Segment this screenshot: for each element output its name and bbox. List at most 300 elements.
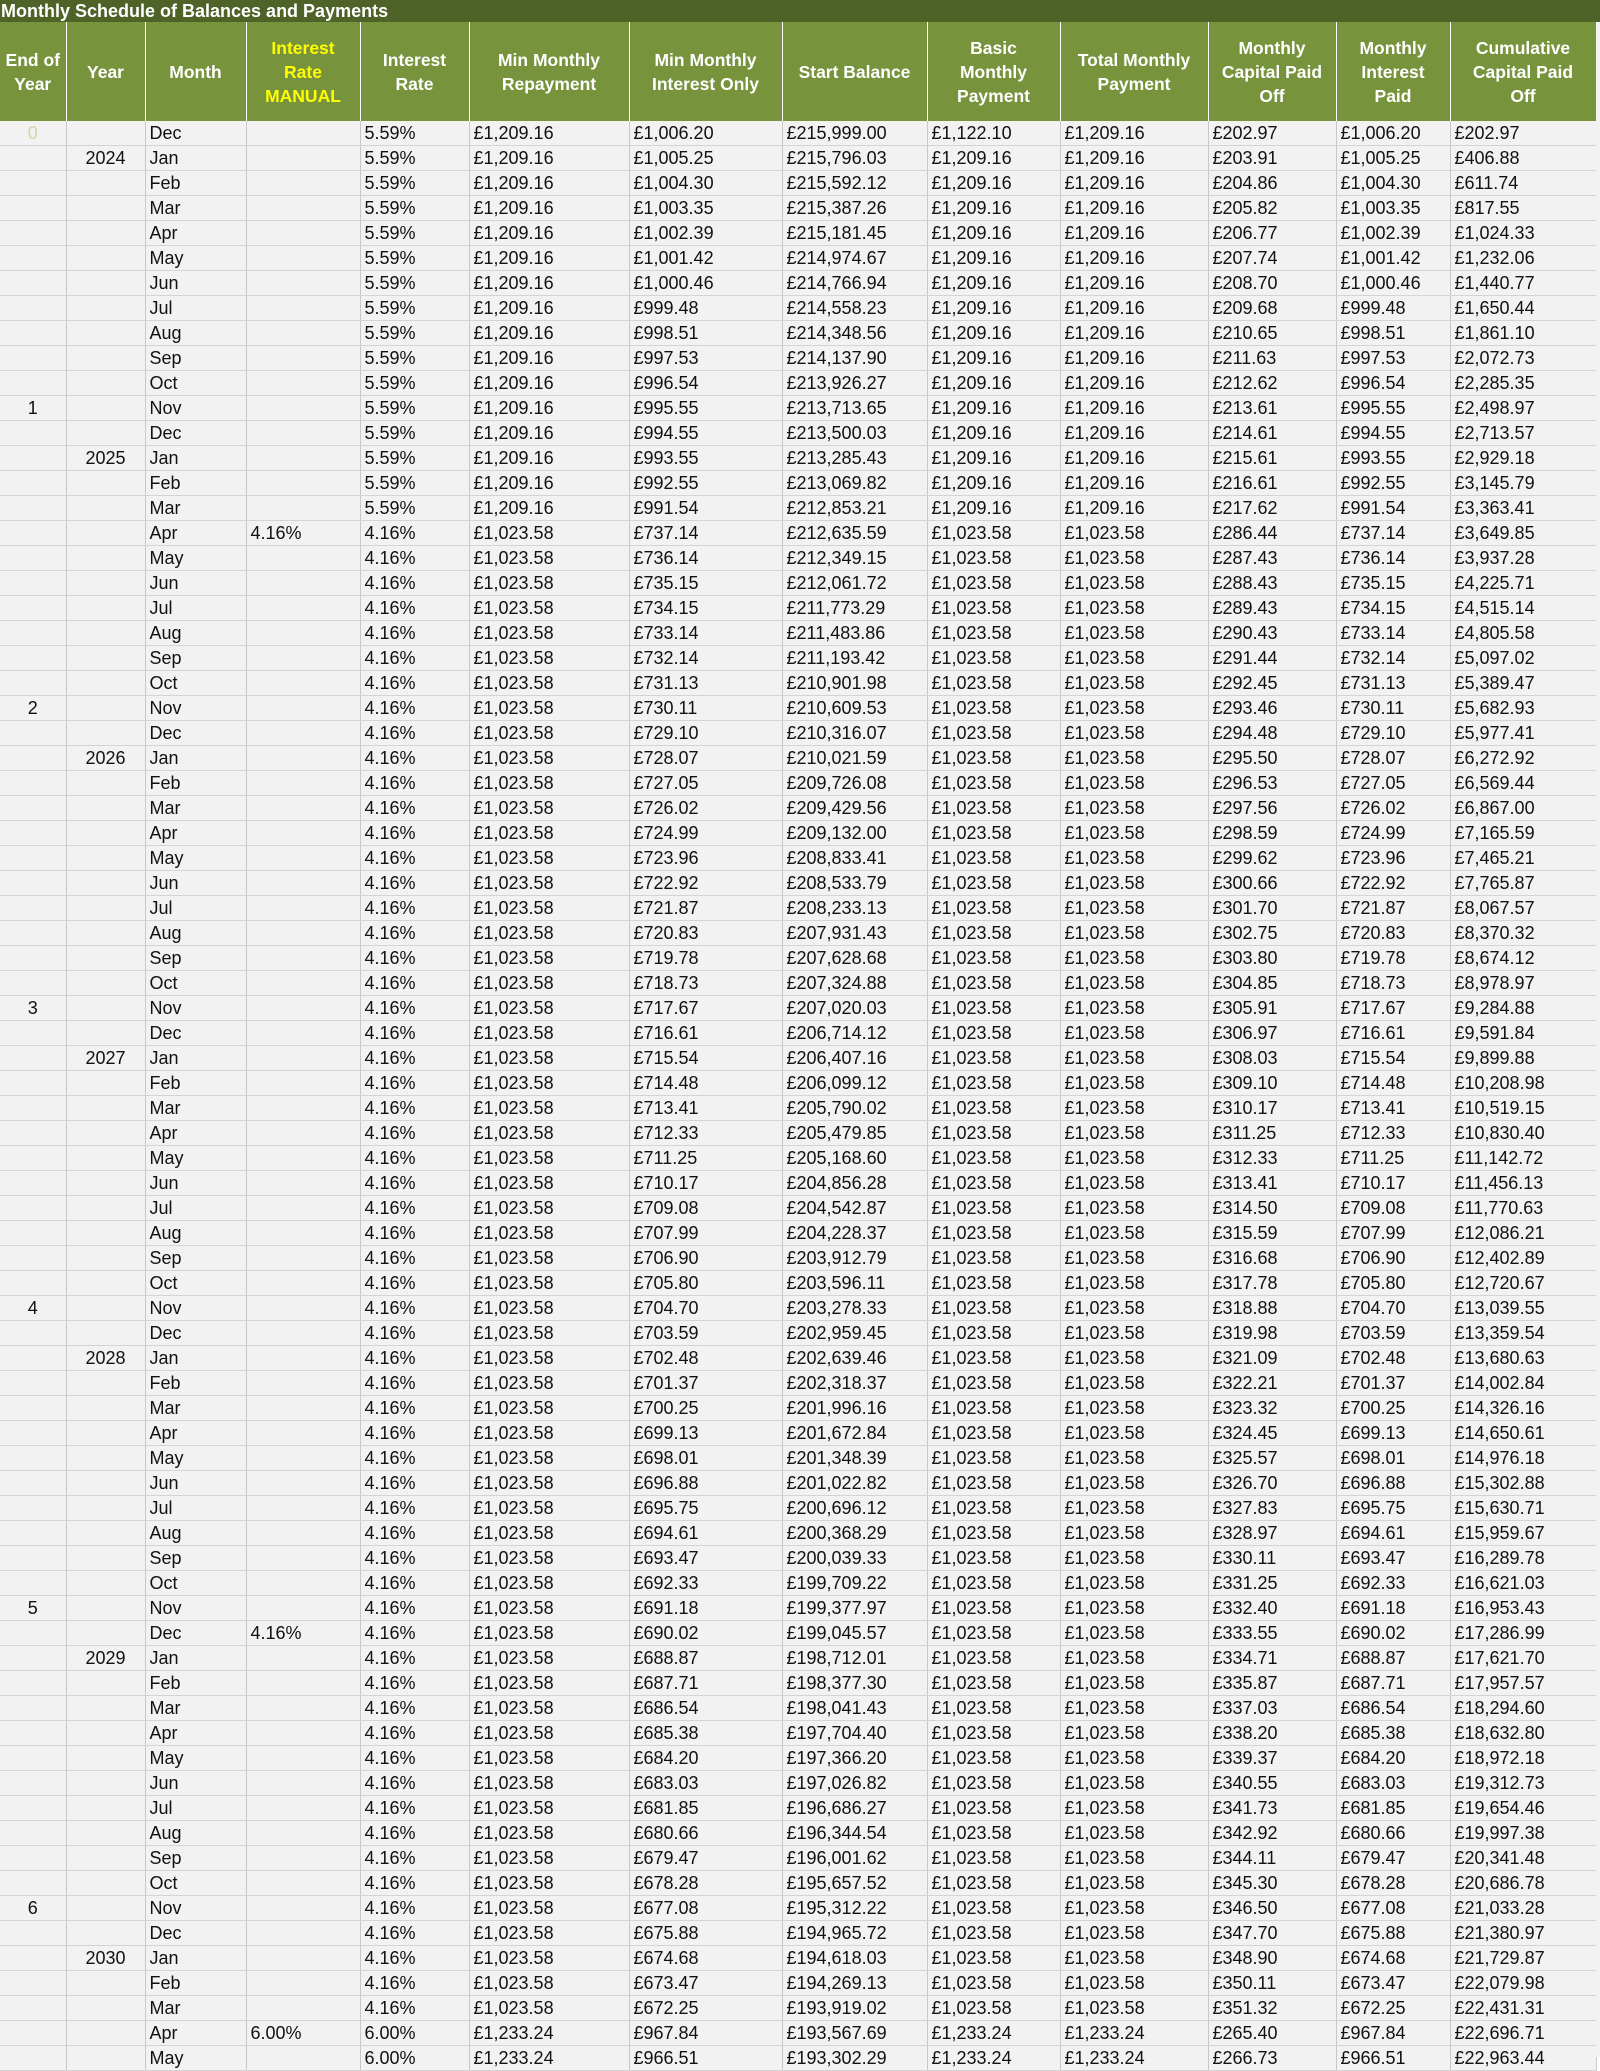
cell-min-repayment[interactable]: £1,233.24 <box>469 2021 629 2046</box>
cell-capital-paid[interactable]: £348.90 <box>1208 1946 1336 1971</box>
cell-manual-rate[interactable] <box>246 1846 360 1871</box>
cell-capital-paid[interactable]: £321.09 <box>1208 1346 1336 1371</box>
cell-manual-rate[interactable]: 4.16% <box>246 521 360 546</box>
cell-total-payment[interactable]: £1,209.16 <box>1060 221 1208 246</box>
cell-cumulative-capital[interactable]: £3,145.79 <box>1450 471 1596 496</box>
column-header-11[interactable] <box>1336 22 1450 121</box>
cell-min-repayment[interactable]: £1,023.58 <box>469 1271 629 1296</box>
cell-cumulative-capital[interactable]: £5,977.41 <box>1450 721 1596 746</box>
cell-manual-rate[interactable] <box>246 846 360 871</box>
cell-year[interactable] <box>66 396 145 421</box>
cell-cumulative-capital[interactable]: £3,363.41 <box>1450 496 1596 521</box>
cell-min-repayment[interactable]: £1,209.16 <box>469 471 629 496</box>
cell-capital-paid[interactable]: £344.11 <box>1208 1846 1336 1871</box>
cell-min-repayment[interactable]: £1,023.58 <box>469 621 629 646</box>
cell-interest-paid[interactable]: £726.02 <box>1336 796 1450 821</box>
cell-month[interactable]: Feb <box>145 1971 246 1996</box>
cell-min-repayment[interactable]: £1,023.58 <box>469 1846 629 1871</box>
cell-year[interactable] <box>66 721 145 746</box>
cell-interest-paid[interactable]: £967.84 <box>1336 2021 1450 2046</box>
cell-rate[interactable]: 4.16% <box>360 1046 469 1071</box>
cell-capital-paid[interactable]: £309.10 <box>1208 1071 1336 1096</box>
cell-min-repayment[interactable]: £1,209.16 <box>469 271 629 296</box>
cell-month[interactable]: Apr <box>145 821 246 846</box>
cell-rate[interactable]: 4.16% <box>360 871 469 896</box>
cell-year[interactable] <box>66 1021 145 1046</box>
cell-total-payment[interactable]: £1,023.58 <box>1060 1871 1208 1896</box>
cell-manual-rate[interactable] <box>246 1196 360 1221</box>
cell-basic-payment[interactable]: £1,023.58 <box>927 1696 1060 1721</box>
cell-min-interest-only[interactable]: £681.85 <box>629 1796 782 1821</box>
cell-month[interactable]: Sep <box>145 646 246 671</box>
cell-min-interest-only[interactable]: £718.73 <box>629 971 782 996</box>
cell-min-interest-only[interactable]: £699.13 <box>629 1421 782 1446</box>
cell-interest-paid[interactable]: £683.03 <box>1336 1771 1450 1796</box>
cell-min-interest-only[interactable]: £726.02 <box>629 796 782 821</box>
cell-total-payment[interactable]: £1,023.58 <box>1060 1521 1208 1546</box>
cell-year[interactable]: 2024 <box>66 146 145 171</box>
cell-manual-rate[interactable] <box>246 1421 360 1446</box>
cell-min-interest-only[interactable]: £996.54 <box>629 371 782 396</box>
cell-manual-rate[interactable] <box>246 1896 360 1921</box>
cell-month[interactable]: Jan <box>145 446 246 471</box>
cell-basic-payment[interactable]: £1,209.16 <box>927 171 1060 196</box>
cell-interest-paid[interactable]: £996.54 <box>1336 371 1450 396</box>
column-header-12[interactable] <box>1450 22 1596 121</box>
cell-basic-payment[interactable]: £1,023.58 <box>927 946 1060 971</box>
cell-cumulative-capital[interactable]: £1,440.77 <box>1450 271 1596 296</box>
cell-basic-payment[interactable]: £1,023.58 <box>927 1721 1060 1746</box>
cell-month[interactable]: Dec <box>145 121 246 146</box>
cell-end-of-year[interactable] <box>0 921 66 946</box>
cell-rate[interactable]: 4.16% <box>360 1496 469 1521</box>
cell-interest-paid[interactable]: £691.18 <box>1336 1596 1450 1621</box>
cell-capital-paid[interactable]: £342.92 <box>1208 1821 1336 1846</box>
cell-rate[interactable]: 4.16% <box>360 596 469 621</box>
cell-month[interactable]: Dec <box>145 1321 246 1346</box>
cell-basic-payment[interactable]: £1,023.58 <box>927 1246 1060 1271</box>
cell-total-payment[interactable]: £1,023.58 <box>1060 746 1208 771</box>
cell-month[interactable]: Sep <box>145 1546 246 1571</box>
cell-basic-payment[interactable]: £1,233.24 <box>927 2046 1060 2071</box>
cell-cumulative-capital[interactable]: £9,591.84 <box>1450 1021 1596 1046</box>
cell-total-payment[interactable]: £1,023.58 <box>1060 1996 1208 2021</box>
cell-basic-payment[interactable]: £1,023.58 <box>927 1896 1060 1921</box>
cell-start-balance[interactable]: £215,796.03 <box>782 146 927 171</box>
cell-total-payment[interactable]: £1,209.16 <box>1060 121 1208 146</box>
cell-capital-paid[interactable]: £331.25 <box>1208 1571 1336 1596</box>
cell-capital-paid[interactable]: £316.68 <box>1208 1246 1336 1271</box>
cell-interest-paid[interactable]: £699.13 <box>1336 1421 1450 1446</box>
cell-min-repayment[interactable]: £1,209.16 <box>469 446 629 471</box>
cell-year[interactable] <box>66 1571 145 1596</box>
cell-manual-rate[interactable] <box>246 1921 360 1946</box>
cell-min-interest-only[interactable]: £724.99 <box>629 821 782 846</box>
cell-capital-paid[interactable]: £265.40 <box>1208 2021 1336 2046</box>
cell-min-repayment[interactable]: £1,023.58 <box>469 1871 629 1896</box>
cell-capital-paid[interactable]: £335.87 <box>1208 1671 1336 1696</box>
cell-year[interactable] <box>66 2021 145 2046</box>
cell-start-balance[interactable]: £208,533.79 <box>782 871 927 896</box>
column-header-9[interactable] <box>1060 22 1208 121</box>
cell-min-repayment[interactable]: £1,023.58 <box>469 1821 629 1846</box>
cell-rate[interactable]: 5.59% <box>360 446 469 471</box>
cell-interest-paid[interactable]: £688.87 <box>1336 1646 1450 1671</box>
cell-month[interactable]: Feb <box>145 771 246 796</box>
cell-year[interactable] <box>66 921 145 946</box>
cell-min-repayment[interactable]: £1,023.58 <box>469 1046 629 1071</box>
cell-total-payment[interactable]: £1,209.16 <box>1060 471 1208 496</box>
cell-month[interactable]: Nov <box>145 1296 246 1321</box>
cell-manual-rate[interactable] <box>246 171 360 196</box>
cell-min-interest-only[interactable]: £672.25 <box>629 1996 782 2021</box>
cell-month[interactable]: Oct <box>145 371 246 396</box>
cell-basic-payment[interactable]: £1,023.58 <box>927 671 1060 696</box>
cell-total-payment[interactable]: £1,023.58 <box>1060 696 1208 721</box>
cell-end-of-year[interactable] <box>0 596 66 621</box>
cell-min-interest-only[interactable]: £722.92 <box>629 871 782 896</box>
cell-month[interactable]: Sep <box>145 946 246 971</box>
cell-end-of-year[interactable] <box>0 1971 66 1996</box>
cell-year[interactable]: 2028 <box>66 1346 145 1371</box>
cell-min-interest-only[interactable]: £691.18 <box>629 1596 782 1621</box>
cell-total-payment[interactable]: £1,023.58 <box>1060 646 1208 671</box>
cell-manual-rate[interactable] <box>246 771 360 796</box>
cell-cumulative-capital[interactable]: £1,024.33 <box>1450 221 1596 246</box>
cell-min-repayment[interactable]: £1,209.16 <box>469 346 629 371</box>
cell-basic-payment[interactable]: £1,209.16 <box>927 321 1060 346</box>
cell-min-repayment[interactable]: £1,023.58 <box>469 771 629 796</box>
cell-min-interest-only[interactable]: £993.55 <box>629 446 782 471</box>
cell-manual-rate[interactable] <box>246 296 360 321</box>
cell-interest-paid[interactable]: £694.61 <box>1336 1521 1450 1546</box>
cell-manual-rate[interactable] <box>246 1271 360 1296</box>
cell-min-interest-only[interactable]: £728.07 <box>629 746 782 771</box>
cell-min-repayment[interactable]: £1,209.16 <box>469 371 629 396</box>
cell-min-interest-only[interactable]: £693.47 <box>629 1546 782 1571</box>
cell-min-repayment[interactable]: £1,209.16 <box>469 496 629 521</box>
cell-start-balance[interactable]: £215,181.45 <box>782 221 927 246</box>
cell-rate[interactable]: 4.16% <box>360 846 469 871</box>
cell-interest-paid[interactable]: £731.13 <box>1336 671 1450 696</box>
cell-min-repayment[interactable]: £1,023.58 <box>469 1646 629 1671</box>
cell-start-balance[interactable]: £202,318.37 <box>782 1371 927 1396</box>
cell-rate[interactable]: 4.16% <box>360 971 469 996</box>
cell-basic-payment[interactable]: £1,023.58 <box>927 896 1060 921</box>
cell-cumulative-capital[interactable]: £12,720.67 <box>1450 1271 1596 1296</box>
cell-cumulative-capital[interactable]: £10,830.40 <box>1450 1121 1596 1146</box>
cell-capital-paid[interactable]: £308.03 <box>1208 1046 1336 1071</box>
cell-manual-rate[interactable] <box>246 1146 360 1171</box>
cell-start-balance[interactable]: £210,901.98 <box>782 671 927 696</box>
cell-manual-rate[interactable] <box>246 796 360 821</box>
cell-month[interactable]: Jul <box>145 1196 246 1221</box>
cell-cumulative-capital[interactable]: £16,621.03 <box>1450 1571 1596 1596</box>
cell-year[interactable] <box>66 1521 145 1546</box>
cell-interest-paid[interactable]: £721.87 <box>1336 896 1450 921</box>
cell-start-balance[interactable]: £210,609.53 <box>782 696 927 721</box>
cell-cumulative-capital[interactable]: £22,431.31 <box>1450 1996 1596 2021</box>
cell-min-interest-only[interactable]: £683.03 <box>629 1771 782 1796</box>
cell-capital-paid[interactable]: £322.21 <box>1208 1371 1336 1396</box>
cell-start-balance[interactable]: £195,657.52 <box>782 1871 927 1896</box>
cell-min-repayment[interactable]: £1,023.58 <box>469 1946 629 1971</box>
cell-total-payment[interactable]: £1,023.58 <box>1060 1496 1208 1521</box>
cell-interest-paid[interactable]: £729.10 <box>1336 721 1450 746</box>
cell-cumulative-capital[interactable]: £1,861.10 <box>1450 321 1596 346</box>
cell-year[interactable] <box>66 121 145 146</box>
cell-end-of-year[interactable] <box>0 321 66 346</box>
cell-cumulative-capital[interactable]: £12,086.21 <box>1450 1221 1596 1246</box>
cell-capital-paid[interactable]: £317.78 <box>1208 1271 1336 1296</box>
cell-manual-rate[interactable] <box>246 1671 360 1696</box>
cell-rate[interactable]: 5.59% <box>360 296 469 321</box>
cell-capital-paid[interactable]: £305.91 <box>1208 996 1336 1021</box>
cell-min-interest-only[interactable]: £678.28 <box>629 1871 782 1896</box>
cell-rate[interactable]: 5.59% <box>360 146 469 171</box>
cell-basic-payment[interactable]: £1,023.58 <box>927 1096 1060 1121</box>
cell-interest-paid[interactable]: £685.38 <box>1336 1721 1450 1746</box>
cell-min-repayment[interactable]: £1,023.58 <box>469 746 629 771</box>
cell-total-payment[interactable]: £1,023.58 <box>1060 1471 1208 1496</box>
cell-year[interactable] <box>66 571 145 596</box>
cell-cumulative-capital[interactable]: £5,389.47 <box>1450 671 1596 696</box>
cell-rate[interactable]: 4.16% <box>360 1071 469 1096</box>
cell-cumulative-capital[interactable]: £9,284.88 <box>1450 996 1596 1021</box>
cell-capital-paid[interactable]: £205.82 <box>1208 196 1336 221</box>
cell-interest-paid[interactable]: £719.78 <box>1336 946 1450 971</box>
cell-cumulative-capital[interactable]: £5,097.02 <box>1450 646 1596 671</box>
cell-year[interactable] <box>66 246 145 271</box>
cell-start-balance[interactable]: £213,713.65 <box>782 396 927 421</box>
cell-year[interactable] <box>66 346 145 371</box>
cell-capital-paid[interactable]: £215.61 <box>1208 446 1336 471</box>
cell-cumulative-capital[interactable]: £15,630.71 <box>1450 1496 1596 1521</box>
cell-total-payment[interactable]: £1,023.58 <box>1060 1296 1208 1321</box>
cell-start-balance[interactable]: £209,726.08 <box>782 771 927 796</box>
cell-manual-rate[interactable] <box>246 1396 360 1421</box>
cell-interest-paid[interactable]: £993.55 <box>1336 446 1450 471</box>
cell-manual-rate[interactable] <box>246 596 360 621</box>
cell-rate[interactable]: 4.16% <box>360 1221 469 1246</box>
cell-end-of-year[interactable] <box>0 746 66 771</box>
cell-end-of-year[interactable] <box>0 646 66 671</box>
cell-min-repayment[interactable]: £1,023.58 <box>469 571 629 596</box>
cell-end-of-year[interactable] <box>0 2046 66 2071</box>
cell-manual-rate[interactable] <box>246 1171 360 1196</box>
cell-rate[interactable]: 5.59% <box>360 321 469 346</box>
cell-month[interactable]: Jan <box>145 746 246 771</box>
cell-month[interactable]: Jan <box>145 1646 246 1671</box>
cell-interest-paid[interactable]: £710.17 <box>1336 1171 1450 1196</box>
cell-min-interest-only[interactable]: £677.08 <box>629 1896 782 1921</box>
cell-cumulative-capital[interactable]: £11,770.63 <box>1450 1196 1596 1221</box>
cell-end-of-year[interactable] <box>0 1771 66 1796</box>
cell-rate[interactable]: 4.16% <box>360 696 469 721</box>
cell-cumulative-capital[interactable]: £611.74 <box>1450 171 1596 196</box>
cell-capital-paid[interactable]: £325.57 <box>1208 1446 1336 1471</box>
cell-manual-rate[interactable] <box>246 1546 360 1571</box>
cell-basic-payment[interactable]: £1,023.58 <box>927 1471 1060 1496</box>
cell-min-repayment[interactable]: £1,209.16 <box>469 421 629 446</box>
cell-month[interactable]: Jun <box>145 1171 246 1196</box>
cell-start-balance[interactable]: £211,193.42 <box>782 646 927 671</box>
cell-year[interactable] <box>66 621 145 646</box>
cell-basic-payment[interactable]: £1,023.58 <box>927 596 1060 621</box>
cell-start-balance[interactable]: £215,999.00 <box>782 121 927 146</box>
cell-basic-payment[interactable]: £1,209.16 <box>927 246 1060 271</box>
cell-basic-payment[interactable]: £1,209.16 <box>927 396 1060 421</box>
cell-start-balance[interactable]: £207,628.68 <box>782 946 927 971</box>
cell-year[interactable] <box>66 821 145 846</box>
cell-capital-paid[interactable]: £204.86 <box>1208 171 1336 196</box>
cell-interest-paid[interactable]: £698.01 <box>1336 1446 1450 1471</box>
cell-start-balance[interactable]: £210,021.59 <box>782 746 927 771</box>
cell-month[interactable]: Aug <box>145 321 246 346</box>
cell-cumulative-capital[interactable]: £4,805.58 <box>1450 621 1596 646</box>
cell-total-payment[interactable]: £1,209.16 <box>1060 421 1208 446</box>
cell-min-interest-only[interactable]: £721.87 <box>629 896 782 921</box>
cell-total-payment[interactable]: £1,023.58 <box>1060 721 1208 746</box>
cell-min-interest-only[interactable]: £690.02 <box>629 1621 782 1646</box>
cell-end-of-year[interactable] <box>0 421 66 446</box>
cell-end-of-year[interactable] <box>0 621 66 646</box>
cell-end-of-year[interactable] <box>0 1671 66 1696</box>
cell-year[interactable] <box>66 1196 145 1221</box>
cell-end-of-year[interactable]: 4 <box>0 1296 66 1321</box>
cell-total-payment[interactable]: £1,209.16 <box>1060 396 1208 421</box>
cell-rate[interactable]: 4.16% <box>360 1921 469 1946</box>
cell-total-payment[interactable]: £1,023.58 <box>1060 1571 1208 1596</box>
cell-rate[interactable]: 4.16% <box>360 921 469 946</box>
cell-basic-payment[interactable]: £1,209.16 <box>927 271 1060 296</box>
cell-capital-paid[interactable]: £333.55 <box>1208 1621 1336 1646</box>
cell-capital-paid[interactable]: £301.70 <box>1208 896 1336 921</box>
cell-basic-payment[interactable]: £1,209.16 <box>927 371 1060 396</box>
cell-min-interest-only[interactable]: £706.90 <box>629 1246 782 1271</box>
cell-end-of-year[interactable] <box>0 1571 66 1596</box>
cell-min-interest-only[interactable]: £1,002.39 <box>629 221 782 246</box>
cell-month[interactable]: Feb <box>145 1371 246 1396</box>
cell-end-of-year[interactable] <box>0 1121 66 1146</box>
cell-capital-paid[interactable]: £341.73 <box>1208 1796 1336 1821</box>
cell-capital-paid[interactable]: £304.85 <box>1208 971 1336 996</box>
cell-basic-payment[interactable]: £1,209.16 <box>927 421 1060 446</box>
cell-cumulative-capital[interactable]: £1,650.44 <box>1450 296 1596 321</box>
cell-interest-paid[interactable]: £681.85 <box>1336 1796 1450 1821</box>
cell-cumulative-capital[interactable]: £8,978.97 <box>1450 971 1596 996</box>
cell-end-of-year[interactable] <box>0 1471 66 1496</box>
cell-year[interactable] <box>66 1371 145 1396</box>
cell-basic-payment[interactable]: £1,023.58 <box>927 621 1060 646</box>
cell-cumulative-capital[interactable]: £3,937.28 <box>1450 546 1596 571</box>
cell-manual-rate[interactable] <box>246 1796 360 1821</box>
cell-total-payment[interactable]: £1,023.58 <box>1060 1021 1208 1046</box>
cell-start-balance[interactable]: £209,132.00 <box>782 821 927 846</box>
cell-month[interactable]: Jan <box>145 1946 246 1971</box>
cell-month[interactable]: Jun <box>145 571 246 596</box>
cell-rate[interactable]: 4.16% <box>360 1271 469 1296</box>
cell-manual-rate[interactable] <box>246 321 360 346</box>
cell-total-payment[interactable]: £1,023.58 <box>1060 1346 1208 1371</box>
cell-rate[interactable]: 4.16% <box>360 1346 469 1371</box>
cell-min-interest-only[interactable]: £695.75 <box>629 1496 782 1521</box>
cell-manual-rate[interactable] <box>246 496 360 521</box>
cell-min-interest-only[interactable]: £994.55 <box>629 421 782 446</box>
cell-total-payment[interactable]: £1,023.58 <box>1060 1246 1208 1271</box>
cell-total-payment[interactable]: £1,023.58 <box>1060 1771 1208 1796</box>
cell-min-interest-only[interactable]: £675.88 <box>629 1921 782 1946</box>
cell-capital-paid[interactable]: £289.43 <box>1208 596 1336 621</box>
cell-basic-payment[interactable]: £1,023.58 <box>927 1871 1060 1896</box>
cell-min-repayment[interactable]: £1,023.58 <box>469 1096 629 1121</box>
cell-start-balance[interactable]: £204,228.37 <box>782 1221 927 1246</box>
cell-interest-paid[interactable]: £693.47 <box>1336 1546 1450 1571</box>
cell-end-of-year[interactable] <box>0 1721 66 1746</box>
cell-rate[interactable]: 4.16% <box>360 1146 469 1171</box>
cell-capital-paid[interactable]: £314.50 <box>1208 1196 1336 1221</box>
cell-interest-paid[interactable]: £966.51 <box>1336 2046 1450 2071</box>
cell-min-repayment[interactable]: £1,023.58 <box>469 946 629 971</box>
cell-manual-rate[interactable] <box>246 1446 360 1471</box>
cell-cumulative-capital[interactable]: £2,498.97 <box>1450 396 1596 421</box>
cell-year[interactable] <box>66 1821 145 1846</box>
cell-capital-paid[interactable]: £340.55 <box>1208 1771 1336 1796</box>
cell-rate[interactable]: 5.59% <box>360 496 469 521</box>
cell-month[interactable]: May <box>145 1746 246 1771</box>
cell-year[interactable] <box>66 1271 145 1296</box>
cell-month[interactable]: Jan <box>145 146 246 171</box>
cell-month[interactable]: Mar <box>145 496 246 521</box>
cell-total-payment[interactable]: £1,209.16 <box>1060 271 1208 296</box>
cell-capital-paid[interactable]: £203.91 <box>1208 146 1336 171</box>
cell-manual-rate[interactable] <box>246 246 360 271</box>
cell-start-balance[interactable]: £214,348.56 <box>782 321 927 346</box>
cell-min-interest-only[interactable]: £713.41 <box>629 1096 782 1121</box>
cell-min-interest-only[interactable]: £704.70 <box>629 1296 782 1321</box>
cell-cumulative-capital[interactable]: £21,729.87 <box>1450 1946 1596 1971</box>
cell-min-interest-only[interactable]: £707.99 <box>629 1221 782 1246</box>
cell-min-repayment[interactable]: £1,023.58 <box>469 971 629 996</box>
cell-cumulative-capital[interactable]: £202.97 <box>1450 121 1596 146</box>
cell-month[interactable]: Apr <box>145 1721 246 1746</box>
cell-year[interactable] <box>66 1721 145 1746</box>
cell-total-payment[interactable]: £1,209.16 <box>1060 196 1208 221</box>
cell-basic-payment[interactable]: £1,023.58 <box>927 1621 1060 1646</box>
cell-interest-paid[interactable]: £709.08 <box>1336 1196 1450 1221</box>
cell-min-interest-only[interactable]: £700.25 <box>629 1396 782 1421</box>
cell-year[interactable] <box>66 1171 145 1196</box>
cell-min-repayment[interactable]: £1,023.58 <box>469 1521 629 1546</box>
cell-rate[interactable]: 4.16% <box>360 1671 469 1696</box>
cell-month[interactable]: Jul <box>145 596 246 621</box>
cell-min-repayment[interactable]: £1,023.58 <box>469 546 629 571</box>
cell-start-balance[interactable]: £196,686.27 <box>782 1796 927 1821</box>
cell-min-interest-only[interactable]: £995.55 <box>629 396 782 421</box>
column-header-5[interactable] <box>469 22 629 121</box>
cell-manual-rate[interactable]: 4.16% <box>246 1621 360 1646</box>
cell-rate[interactable]: 5.59% <box>360 121 469 146</box>
cell-capital-paid[interactable]: £303.80 <box>1208 946 1336 971</box>
cell-interest-paid[interactable]: £715.54 <box>1336 1046 1450 1071</box>
cell-interest-paid[interactable]: £1,004.30 <box>1336 171 1450 196</box>
cell-total-payment[interactable]: £1,023.58 <box>1060 1796 1208 1821</box>
cell-interest-paid[interactable]: £703.59 <box>1336 1321 1450 1346</box>
cell-manual-rate[interactable] <box>246 396 360 421</box>
cell-start-balance[interactable]: £198,041.43 <box>782 1696 927 1721</box>
cell-year[interactable] <box>66 646 145 671</box>
cell-min-repayment[interactable]: £1,023.58 <box>469 1471 629 1496</box>
